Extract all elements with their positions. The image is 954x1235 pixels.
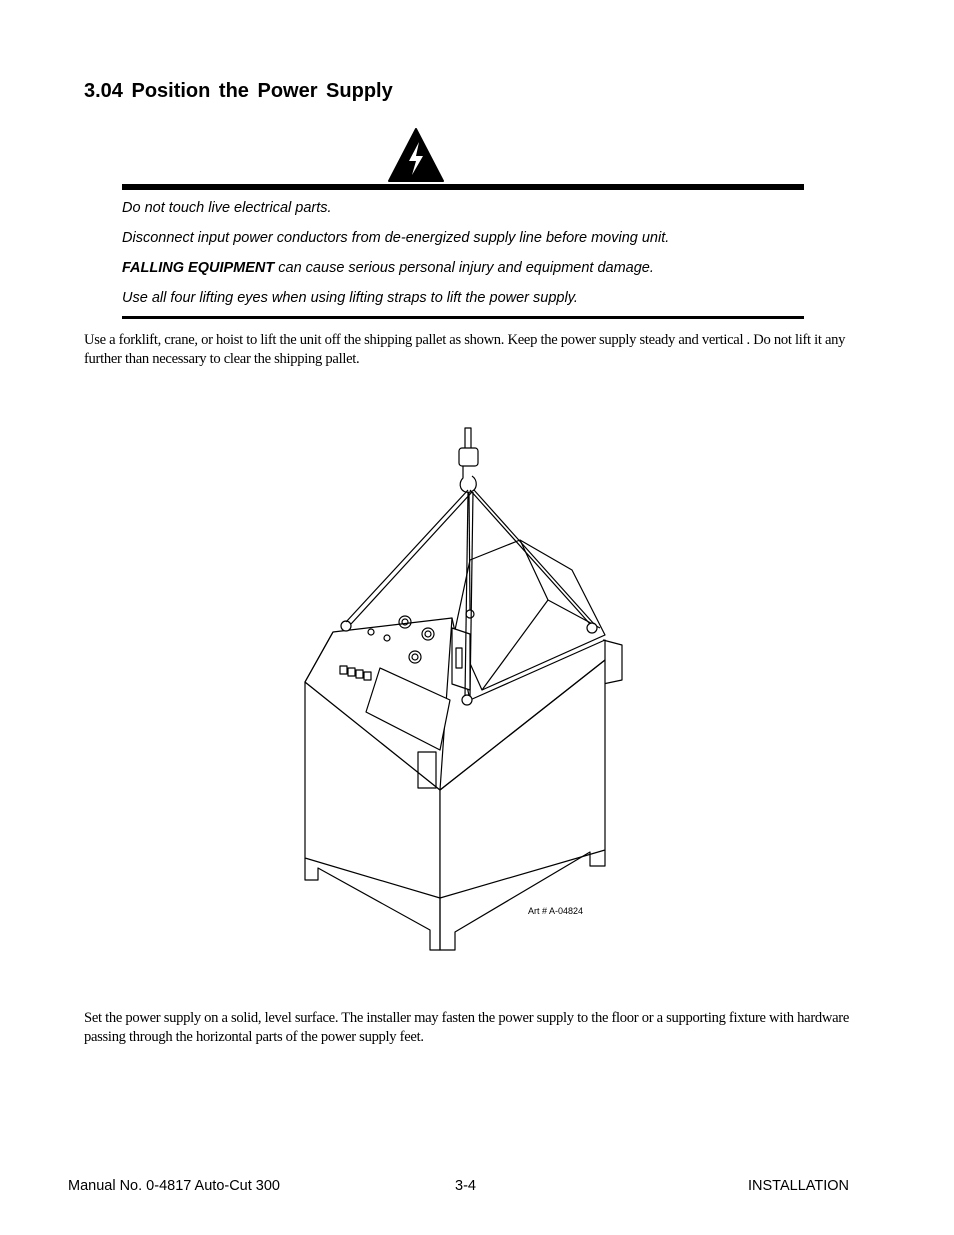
placement-instructions: Set the power supply on a solid, level surface. The installer may fasten the power supply to the floor or a supporting fixture with hardware passing through the horizontal parts of the power supply feet. bbox=[84, 1010, 850, 1045]
warning-line: FALLING EQUIPMENT can cause serious personal injury and equipment damage. bbox=[122, 260, 654, 276]
falling-equipment-emphasis: FALLING EQUIPMENT bbox=[122, 260, 275, 276]
footer-page-number: 3-4 bbox=[455, 1178, 476, 1194]
warning-top-rule bbox=[122, 184, 804, 190]
warning-block bbox=[122, 198, 804, 318]
lifting-instructions: Use a forklift, crane, or hoist to lift the unit off the shipping pallet as shown. Keep the power supply steady and vertical . Do not lift it any further than necessary to clear the shipping pallet. bbox=[84, 332, 846, 367]
footer-section-name: INSTALLATION bbox=[748, 1178, 849, 1194]
footer-manual-number: Manual No. 0-4817 Auto-Cut 300 bbox=[68, 1178, 280, 1194]
warning-line: Use all four lifting eyes when using lifting straps to lift the power supply. bbox=[122, 290, 578, 306]
warning-line: Do not touch live electrical parts. bbox=[122, 200, 332, 216]
art-number: Art # A-04824 bbox=[528, 906, 584, 916]
section-title: 3.04 Position the Power Supply bbox=[84, 80, 393, 102]
warning-line: Disconnect input power conductors from de-energized supply line before moving unit. bbox=[122, 230, 670, 246]
high-voltage-warning-icon bbox=[388, 128, 444, 182]
power-supply-lifting-illustration bbox=[290, 420, 640, 960]
warning-bottom-rule bbox=[122, 316, 804, 319]
